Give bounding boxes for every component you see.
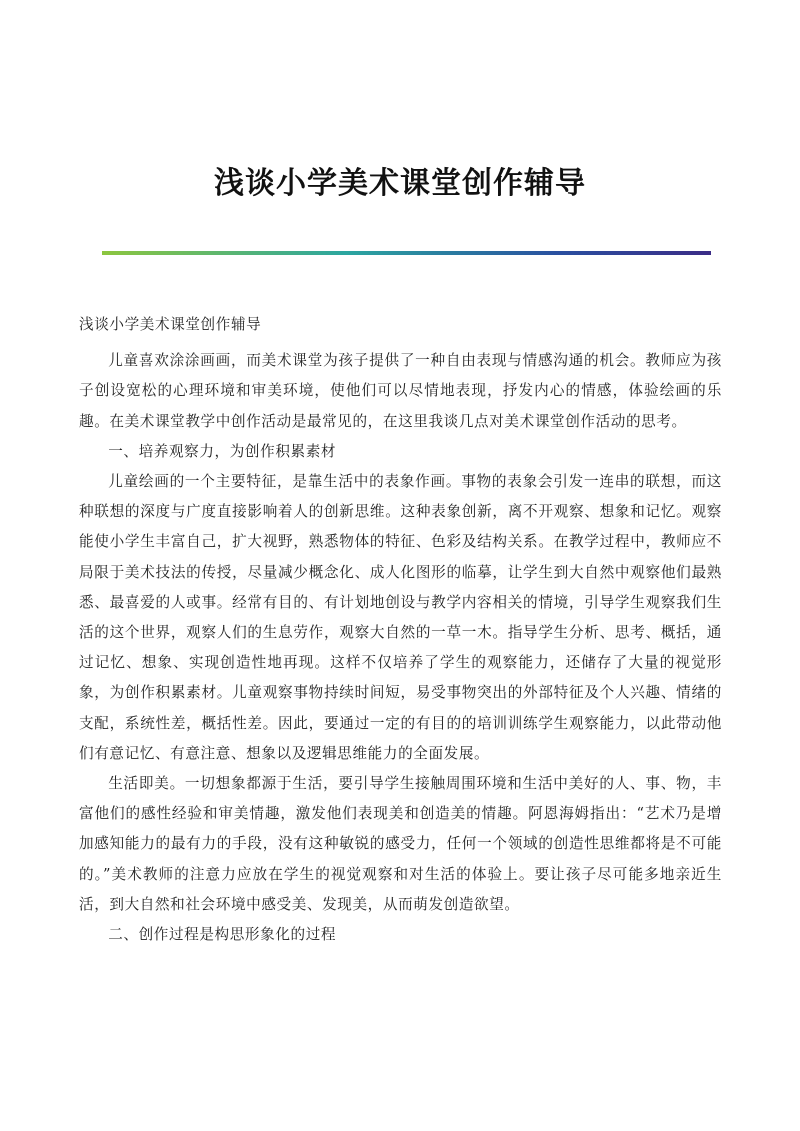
paragraph-observation: 儿童绘画的一个主要特征，是靠生活中的表象作画。事物的表象会引发一连串的联想，而这种联想的深度与广度直接影响着人的创新思维。这种表象创新，离不开观察、想象和记忆。观察能使小学生丰富自己，扩大视野，熟悉物体的特征、色彩及结构关系。在教学过程中，教师应不局限于美术技法的传授，尽量减少概念化、成人化图形的临摹，让学生到大自然中观察他们最熟悉、最喜爱的人或事。经常有目的、有计划地创设与教学内容相关的情境，引导学生观察我们生活的这个世界，观察人们的生息劳作，观察大自然的一草一木。指导学生分析、思考、概括，通过记忆、想象、实现创造性地再现。这样不仅培养了学生的观察能力，还储存了大量的视觉形象，为创作积累素材。儿童观察事物持续时间短，易受事物突出的外部特征及个人兴趣、情绪的支配，系统性差，概括性差。因此，要通过一定的有目的的培训训练学生观察能力，以此带动他们有意记忆、有意注意、想象以及逻辑思维能力的全面发展。: [79, 473, 722, 762]
paragraph-life-beauty: 生活即美。一切想象都源于生活，要引导学生接触周围环境和生活中美好的人、事、物，丰富他们的感性经验和审美情趣，激发他们表现美和创造美的情趣。阿恩海姆指出：“艺术乃是增加感知能力的最有力的手段，没有这种敏锐的感受力，任何一个领域的创造性思维都将是不可能的。”美术教师的注意力应放在学生的视觉观察和对生活的体验上。要让孩子尽可能多地亲近生活，到大自然和社会环境中感受美、发现美，从而萌发创造欲望。: [79, 775, 722, 913]
section-heading-1: 一、培养观察力，为创作积累素材: [108, 442, 337, 460]
title-divider: [102, 251, 711, 255]
section-heading-2: 二、创作过程是构思形象化的过程: [108, 926, 337, 944]
document-subtitle: 浅谈小学美术课堂创作辅导: [79, 316, 262, 333]
document-body: [79, 310, 722, 950]
paragraph-intro: 儿童喜欢涂涂画画，而美术课堂为孩子提供了一种自由表现与情感沟通的机会。教师应为孩子创设宽松的心理环境和审美环境，使他们可以尽情地表现，抒发内心的情感，体验绘画的乐趣。在美术课堂教学中创作活动是最常见的，在这里我谈几点对美术课堂创作活动的思考。: [79, 352, 722, 430]
page-title: 浅谈小学美术课堂创作辅导: [214, 166, 586, 201]
